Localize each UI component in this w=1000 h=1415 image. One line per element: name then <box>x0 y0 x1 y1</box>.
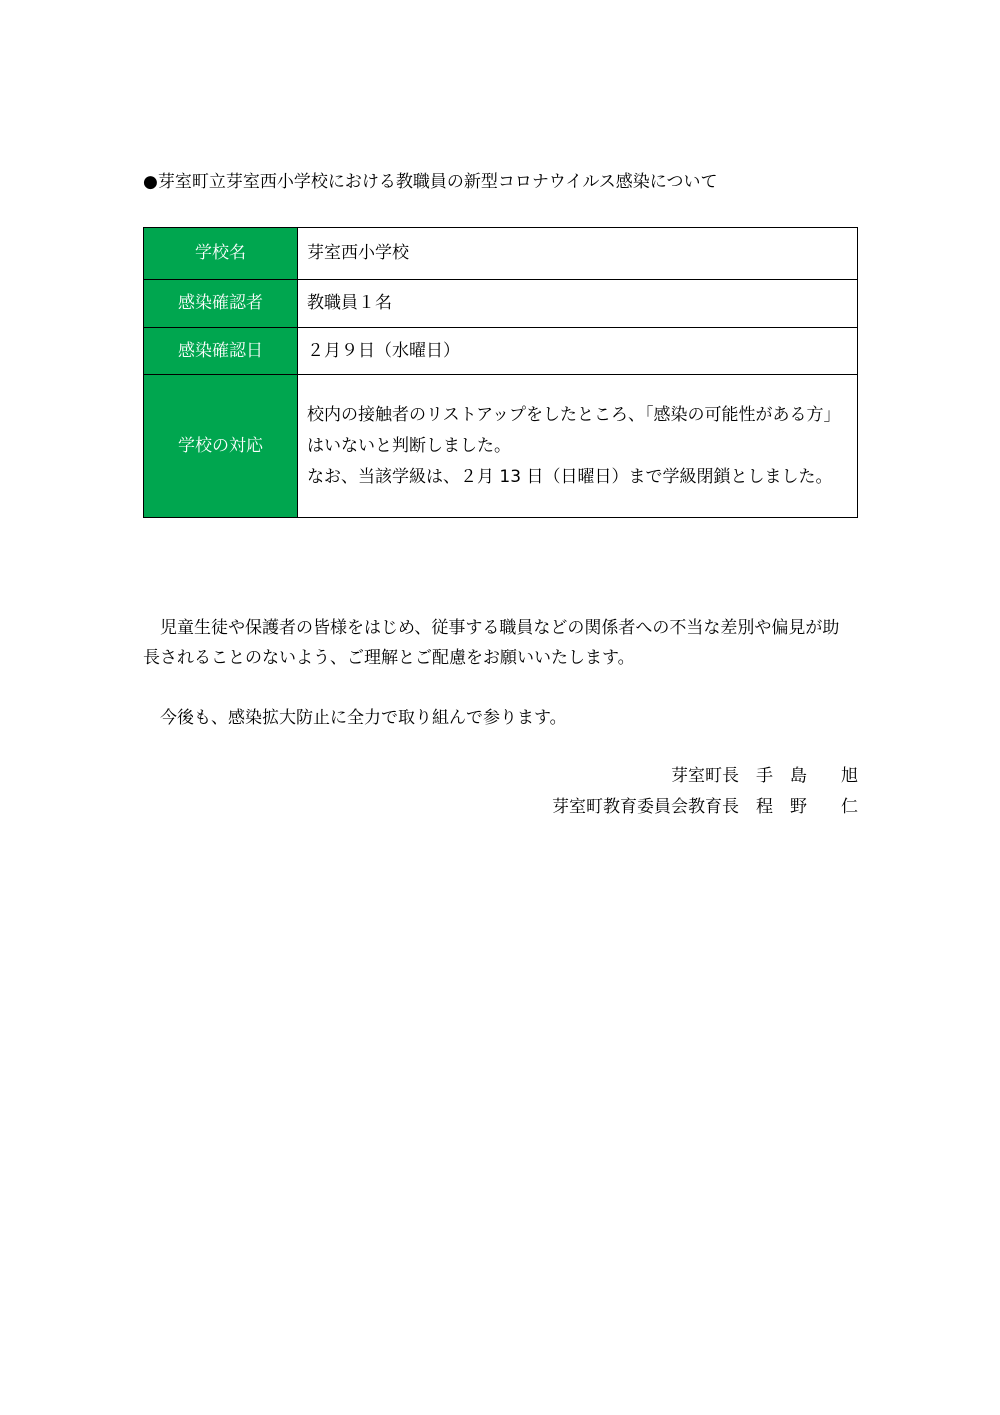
label-school-response: 学校の対応 <box>144 375 298 518</box>
paragraph-line: 今後も、感染拡大防止に全力で取り組んで参ります。 <box>160 708 567 728</box>
table-row-infected-person <box>144 280 858 328</box>
value-school-name: 芽室西小学校 <box>298 228 858 280</box>
table-row-school-response <box>144 375 858 518</box>
value-confirmation-date: ２月９日（水曜日） <box>298 328 858 375</box>
response-line: 校内の接触者のリストアップをしたところ、「感染の可能性がある方」 <box>307 404 841 425</box>
school-info-table <box>143 227 858 518</box>
response-line: なお、当該学級は、２月 13 日（日曜日）まで学級閉鎖としました。 <box>307 466 833 487</box>
label-infected-person: 感染確認者 <box>144 280 298 328</box>
document-title: ●芽室町立芽室西小学校における教職員の新型コロナウイルス感染について <box>143 172 718 192</box>
request-paragraph <box>143 613 858 673</box>
label-school-name: 学校名 <box>144 228 298 280</box>
table-row-school-name <box>144 228 858 280</box>
paragraph-line: 長されることのないよう、ご理解とご配慮をお願いいたします。 <box>143 648 635 668</box>
signature-mayor: 芽室町長 手 島 旭 <box>671 766 858 786</box>
paragraph-line: 児童生徒や保護者の皆様をはじめ、従事する職員などの関係者への不当な差別や偏見が助 <box>160 618 840 638</box>
value-school-response <box>298 375 858 518</box>
response-line: はいないと判断しました。 <box>307 435 511 456</box>
label-confirmation-date: 感染確認日 <box>144 328 298 375</box>
signature-superintendent: 芽室町教育委員会教育長 程 野 仁 <box>552 797 858 817</box>
closing-paragraph <box>143 703 858 733</box>
table-row-confirmation-date <box>144 328 858 375</box>
value-infected-person: 教職員１名 <box>298 280 858 328</box>
